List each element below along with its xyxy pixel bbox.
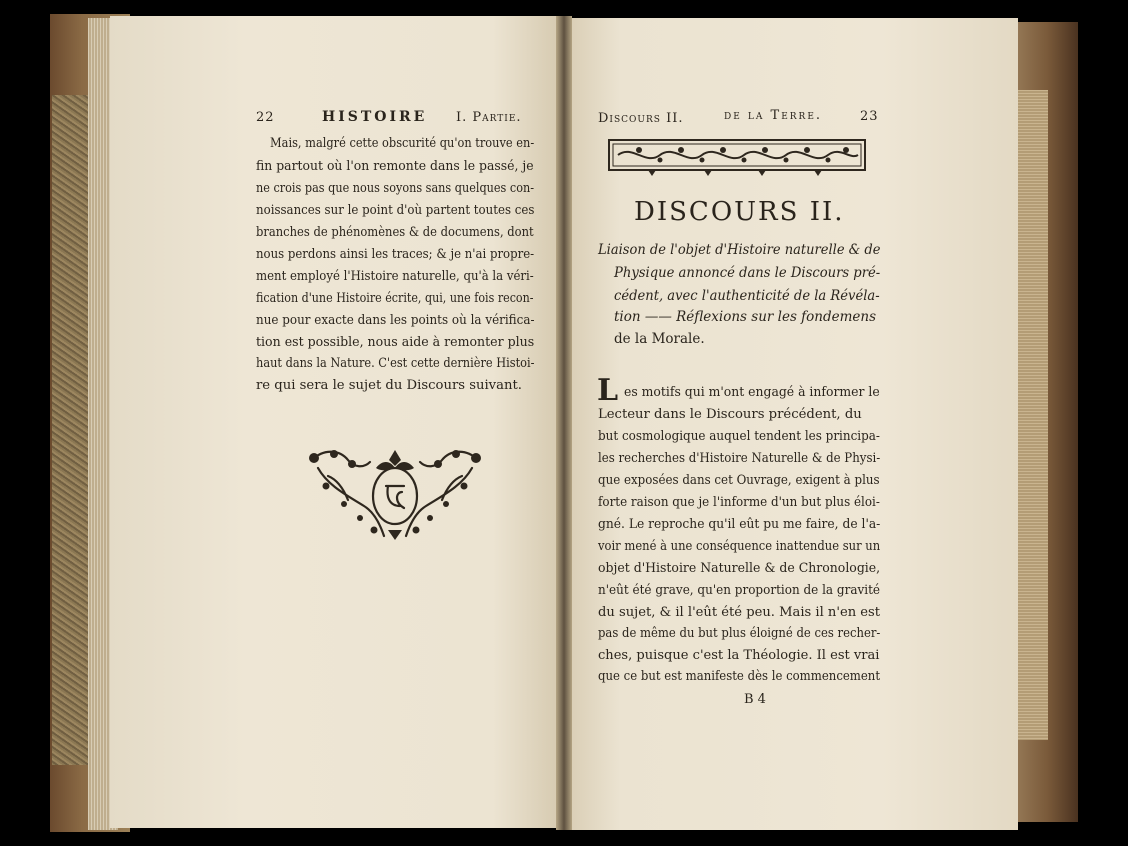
floral-vignette-icon [304,446,486,542]
right-line-13: ches, puisque c'est la Théologie. Il est vrai [598,648,880,663]
right-line-6: forte raison que je l'informe d'un but plus éloi- [598,495,880,510]
left-line-8: fication d'une Histoire écrite, qui, une fois recon- [256,291,534,306]
right-line-4: les recherches d'Histoire Naturelle & de Physi- [598,451,881,466]
right-line-9: objet d'Histoire Naturelle & de Chronologie, [598,561,881,576]
right-line-14: que ce but est manifeste dès le commencement [598,669,881,684]
right-running-left: Discours II. [598,111,684,126]
right-running-right: de la Terre. [724,108,823,123]
left-line-9: nue pour exacte dans les points où la vérifica- [256,313,535,328]
right-page-edges [1018,90,1048,740]
right-line-2: Lecteur dans le Discours précédent, du [598,407,862,422]
right-line-12: pas de même du but plus éloigné de ces recher- [598,626,881,641]
right-line-8: voir mené à une conséquence inattendue sur un [598,539,881,554]
left-line-3: ne crois pas que nous soyons sans quelques con- [256,181,535,196]
left-running-part: I. Partie. [456,110,522,125]
left-running-title: HISTOIRE [322,109,428,125]
right-line-11: du sujet, & il l'eût été peu. Mais il n'en est [598,605,881,620]
left-line-7: ment employé l'Histoire naturelle, qu'à la véri- [256,269,534,284]
summary-line-2: Physique annoncé dans le Discours pré- [614,265,881,281]
signature-mark: B 4 [744,692,766,707]
right-line-1: es motifs qui m'ont engagé à informer le [624,385,880,400]
summary-line-5: de la Morale. [614,331,705,347]
left-line-11: haut dans la Nature. C'est cette dernière Histoi- [256,356,535,371]
right-line-10: n'eût été grave, qu'en proportion de la gravité [598,583,881,598]
right-line-5: que exposées dans cet Ouvrage, exigent à plus [598,473,880,488]
floral-headband-icon [608,136,866,178]
left-line-5: branches de phénomènes & de documens, dont [256,225,534,240]
left-line-10: tion est possible, nous aide à remonter plus [256,335,535,350]
right-line-3: but cosmologique auquel tendent les principa- [598,429,880,444]
chapter-title: DISCOURS II. [634,197,845,227]
summary-line-4: tion —— Réflexions sur les fondemens [614,309,877,325]
left-page-number: 22 [256,110,275,125]
left-line-12: re qui sera le sujet du Discours suivant. [256,378,522,393]
summary-line-1: Liaison de l'objet d'Histoire naturelle & de [598,242,881,258]
book-gutter [556,16,572,830]
left-line-6: nous perdons ainsi les traces; & je n'ai propre- [256,247,535,262]
right-line-7: gné. Le reproche qu'il eût pu me faire, de l'a- [598,517,881,532]
left-line-1: Mais, malgré cette obscurité qu'on trouve en- [270,136,535,151]
left-line-4: noissances sur le point d'où partent toutes ces [256,203,535,218]
summary-line-3: cédent, avec l'authenticité de la Révéla- [614,288,880,304]
right-page-number: 23 [860,109,879,124]
left-line-2: fin partout où l'on remonte dans le passé, je [256,159,534,174]
drop-cap: L [597,373,619,408]
